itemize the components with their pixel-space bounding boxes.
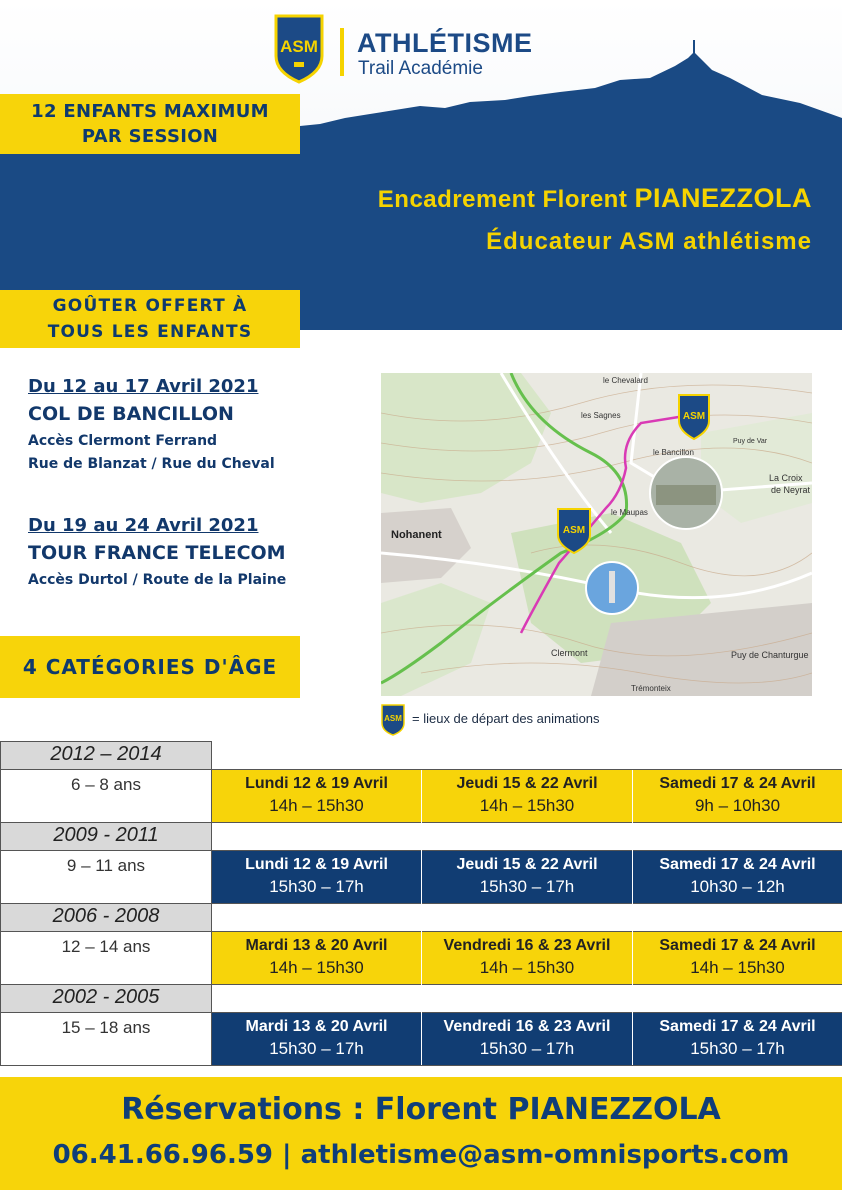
coach-prefix: Encadrement Florent: [377, 186, 635, 213]
schedule-table: [0, 741, 842, 1067]
session-1-place: COL DE BANCILLON: [28, 403, 234, 425]
svg-text:ASM: ASM: [280, 37, 318, 56]
coach-line: [240, 183, 812, 214]
svg-text:La Croix: La Croix: [769, 473, 803, 483]
time-slot: [212, 770, 421, 822]
time-slot: [422, 851, 632, 903]
svg-text:le Bancillon: le Bancillon: [653, 448, 694, 457]
map-legend-text: = lieux de départ des animations: [412, 711, 600, 726]
svg-text:Nohanent: Nohanent: [391, 529, 442, 541]
snack-line1: GOÛTER OFFERT À: [52, 296, 248, 316]
slot-time: 9h – 10h30: [694, 796, 781, 815]
svg-text:le Chevalard: le Chevalard: [603, 376, 648, 385]
asm-shield-logo: [274, 14, 324, 84]
legend-shield-icon: [381, 704, 405, 736]
year-range: 2009 - 2011: [1, 823, 211, 850]
time-slot: [422, 932, 632, 984]
slot-time: 15h30 – 17h: [269, 877, 364, 896]
start-marker-telecom: [558, 509, 590, 553]
max-children-badge: [0, 94, 300, 154]
slot-time: 14h – 15h30: [690, 958, 785, 977]
slot-time: 15h30 – 17h: [690, 1039, 785, 1058]
snack-badge: [0, 290, 300, 348]
time-slot: [422, 770, 632, 822]
brand-title: ATHLÉTISME: [357, 28, 533, 58]
max-children-line1: 12 ENFANTS MAXIMUM: [31, 101, 269, 122]
year-range: 2012 – 2014: [1, 742, 211, 769]
brand-subtitle: Trail Académie: [358, 58, 483, 79]
session-1-street: Rue de Blanzat / Rue du Cheval: [28, 456, 275, 472]
coach-role: Éducateur ASM athlétisme: [486, 228, 812, 255]
session-2-place: TOUR FRANCE TELECOM: [28, 542, 286, 564]
session-2-street: Accès Durtol / Route de la Plaine: [28, 572, 287, 588]
age-categories-badge: 4 CATÉGORIES D'ÂGE: [0, 636, 300, 698]
svg-text:Clermont: Clermont: [551, 648, 588, 658]
year-range: 2002 - 2005: [1, 985, 211, 1012]
slot-day: Mardi 13 & 20 Avril: [245, 937, 388, 954]
logo-divider: [340, 28, 344, 76]
time-slot: [212, 851, 421, 903]
snack-line2: TOUS LES ENFANTS: [47, 322, 253, 342]
slot-day: Samedi 17 & 24 Avril: [659, 1018, 816, 1035]
time-slot: [633, 932, 842, 984]
time-slot: [422, 1013, 632, 1065]
slot-time: 14h – 15h30: [269, 958, 364, 977]
session-1-dates: Du 12 au 17 Avril 2021: [28, 376, 259, 397]
age-range: 9 – 11 ans: [66, 856, 146, 875]
svg-text:Puy de Var: Puy de Var: [733, 438, 768, 445]
time-slot: [633, 851, 842, 903]
session-2: [28, 515, 286, 588]
session-2-dates: Du 19 au 24 Avril 2021: [28, 515, 259, 536]
age-range: 15 – 18 ans: [61, 1018, 151, 1037]
slot-day: Vendredi 16 & 23 Avril: [443, 937, 611, 954]
time-slot: [633, 1013, 842, 1065]
svg-text:Puy de Chanturgue: Puy de Chanturgue: [731, 650, 809, 660]
slot-time: 14h – 15h30: [479, 958, 575, 977]
svg-text:les Sagnes: les Sagnes: [581, 411, 621, 420]
slot-time: 15h30 – 17h: [479, 1039, 575, 1058]
trail-map: [381, 373, 812, 696]
svg-text:ASM: ASM: [384, 714, 402, 723]
start-marker-bancillon: [679, 395, 709, 439]
slot-time: 14h – 15h30: [479, 796, 575, 815]
coach-name: PIANEZZOLA: [634, 183, 812, 213]
contact-line: 06.41.66.96.59 | athletisme@asm-omnisports.com: [52, 1140, 790, 1170]
slot-day: Lundi 12 & 19 Avril: [245, 775, 388, 792]
slot-day: Jeudi 15 & 22 Avril: [456, 775, 598, 792]
session-1-access: Accès Clermont Ferrand: [28, 433, 218, 449]
slot-day: Jeudi 15 & 22 Avril: [456, 856, 598, 873]
slot-day: Samedi 17 & 24 Avril: [659, 775, 816, 792]
time-slot: [633, 770, 842, 822]
svg-text:ASM: ASM: [562, 525, 586, 536]
svg-text:ASM: ASM: [682, 411, 706, 422]
svg-text:le Maupas: le Maupas: [611, 508, 648, 517]
max-children-line2: PAR SESSION: [81, 126, 219, 147]
session-1: [28, 376, 275, 472]
slot-time: 15h30 – 17h: [479, 877, 575, 896]
age-range: 6 – 8 ans: [71, 775, 141, 794]
reservations-title: Réservations : Florent PIANEZZOLA: [121, 1092, 721, 1127]
svg-text:de Neyrat: de Neyrat: [771, 485, 811, 495]
slot-day: Vendredi 16 & 23 Avril: [443, 1018, 611, 1035]
slot-day: Samedi 17 & 24 Avril: [659, 856, 816, 873]
year-range: 2006 - 2008: [1, 904, 211, 931]
slot-time: 15h30 – 17h: [269, 1039, 364, 1058]
time-slot: [212, 932, 421, 984]
svg-text:Trémonteix: Trémonteix: [631, 684, 671, 693]
slot-time: 10h30 – 12h: [690, 877, 785, 896]
slot-day: Mardi 13 & 20 Avril: [245, 1018, 388, 1035]
time-slot: [212, 1013, 421, 1065]
slot-time: 14h – 15h30: [269, 796, 364, 815]
age-range: 12 – 14 ans: [61, 937, 151, 956]
slot-day: Samedi 17 & 24 Avril: [659, 937, 816, 954]
slot-day: Lundi 12 & 19 Avril: [245, 856, 388, 873]
